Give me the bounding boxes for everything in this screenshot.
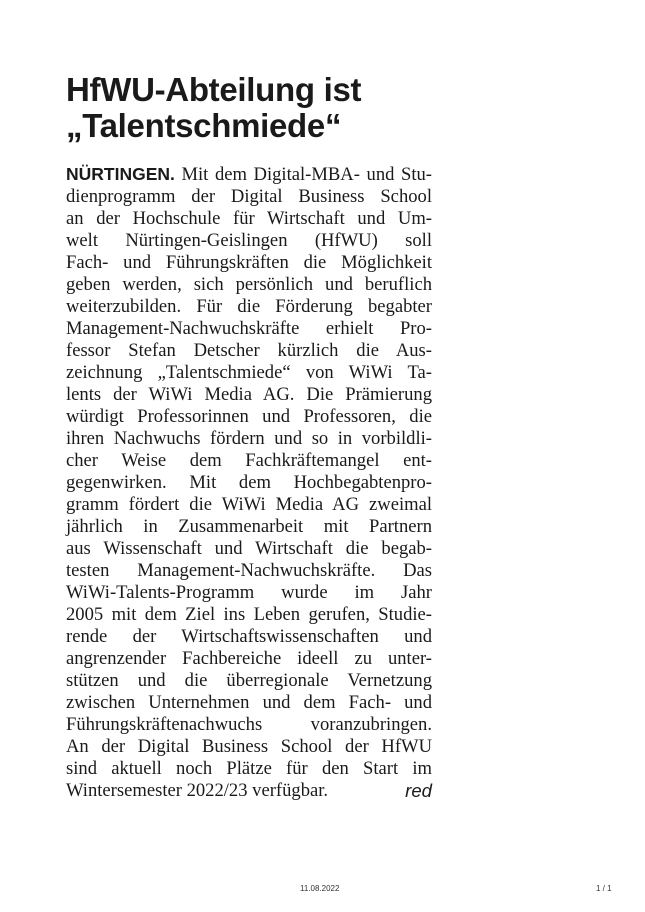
article-line: jährlich in Zusammenarbeit mit Partnern — [66, 516, 432, 537]
article-line: dienprogramm der Digital Business School — [66, 186, 432, 207]
article-line: geben werden, sich persönlich und beruflich — [66, 274, 432, 295]
article-line: fessor Stefan Detscher kürzlich die Aus- — [66, 340, 432, 361]
article-line: gegenwirken. Mit dem Hochbegabtenpro- — [66, 472, 432, 493]
article-line: zeichnung „Talentschmiede“ von WiWi Ta- — [66, 362, 432, 383]
article-line: aus Wissenschaft und Wirtschaft die begab- — [66, 538, 432, 559]
article-line: lents der WiWi Media AG. Die Prämierung — [66, 384, 432, 405]
article-text: Wintersemester 2022/23 verfügbar. — [66, 780, 329, 801]
dateline: NÜRTINGEN. — [66, 164, 175, 184]
article-line: 2005 mit dem Ziel ins Leben gerufen, Studie- — [66, 604, 432, 625]
author-initials: red — [405, 780, 432, 801]
article-line: Führungskräftenachwuchs voranzubringen. — [66, 714, 432, 735]
article-line: würdigt Professorinnen und Professoren, die — [66, 406, 432, 427]
article-line: weiterzubilden. Für die Förderung begabter — [66, 296, 432, 317]
headline-line: HfWU-Abteilung ist — [66, 71, 362, 108]
article-line: testen Management-Nachwuchskräfte. Das — [66, 560, 432, 581]
article-line — [66, 163, 432, 186]
article-line: WiWi-Talents-Programm wurde im Jahr — [66, 582, 432, 603]
article-line: angrenzender Fachbereiche ideell zu unter- — [66, 648, 432, 669]
article-line: cher Weise dem Fachkräftemangel ent- — [66, 450, 432, 471]
article-line: zwischen Unternehmen und dem Fach- und — [66, 692, 432, 713]
article-headline — [66, 72, 361, 144]
footer-page-number: 1 / 1 — [596, 884, 612, 893]
footer-date: 11.08.2022 — [300, 884, 340, 893]
article-line: an der Hochschule für Wirtschaft und Um- — [66, 208, 432, 229]
article-last-line — [66, 780, 432, 802]
article-line: sind aktuell noch Plätze für den Start im — [66, 758, 432, 779]
headline-line: „Talentschmiede“ — [66, 107, 342, 144]
article-line: ihren Nachwuchs fördern und so in vorbildli- — [66, 428, 432, 449]
article-body — [66, 163, 432, 802]
article-line: stützen und die überregionale Vernetzung — [66, 670, 432, 691]
article-text: Mit dem Digital-MBA- und Stu- — [181, 164, 432, 185]
article-line: Management-Nachwuchskräfte erhielt Pro- — [66, 318, 432, 339]
article-line: Fach- und Führungskräften die Möglichkeit — [66, 252, 432, 273]
article-line: gramm fördert die WiWi Media AG zweimal — [66, 494, 432, 515]
article-line: rende der Wirtschaftswissenschaften und — [66, 626, 432, 647]
article-line: An der Digital Business School der HfWU — [66, 736, 432, 757]
article-line: welt Nürtingen-Geislingen (HfWU) soll — [66, 230, 432, 251]
